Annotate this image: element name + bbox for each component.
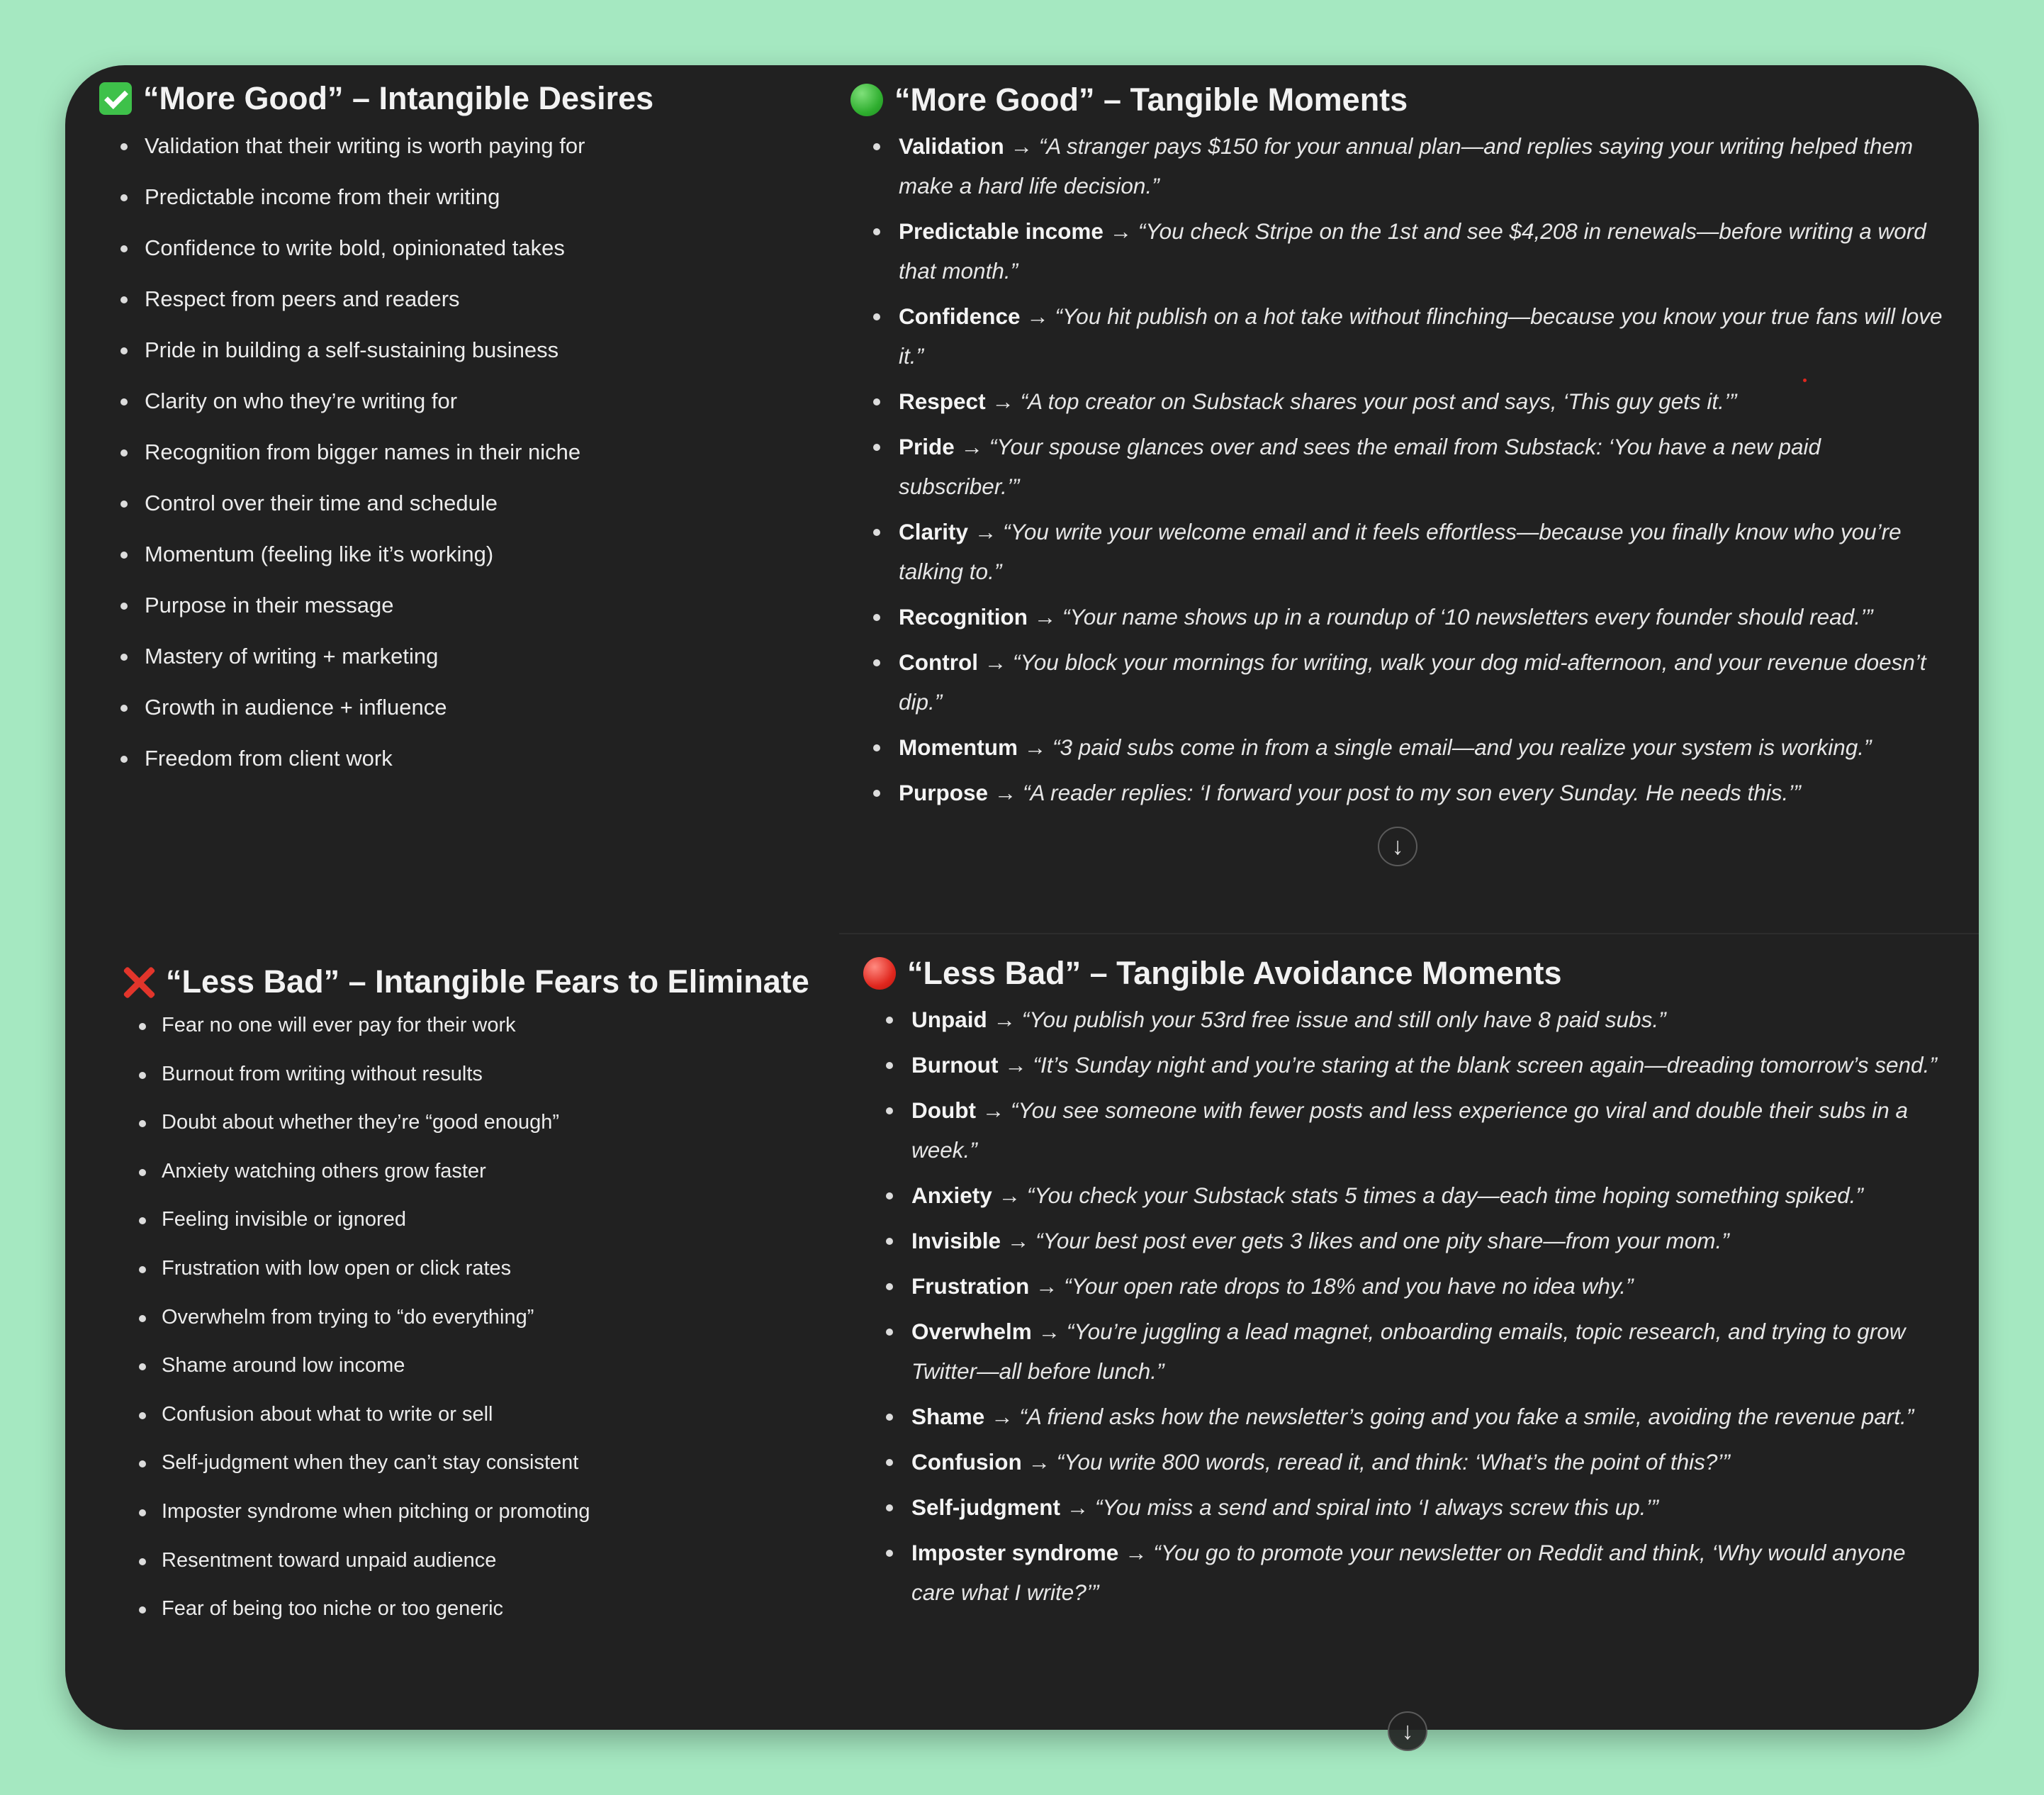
list-item: Pride in building a self-sustaining business [145, 336, 653, 364]
arrow-right-icon: → [998, 1182, 1021, 1208]
panel-more-good-tangible [850, 78, 1948, 824]
arrow-right-icon: → [960, 434, 984, 459]
item-quote: “Your open rate drops to 18% and you have no idea why.” [1064, 1273, 1634, 1299]
list-item [899, 381, 1948, 421]
item-label: Shame [911, 1404, 985, 1429]
list-item: Clarity on who they’re writing for [145, 387, 653, 415]
section-title-more-good-intangible [99, 77, 653, 121]
arrow-down-icon: ↓ [1401, 1718, 1414, 1745]
item-label: Predictable income [899, 218, 1104, 244]
panel-less-bad-tangible [863, 951, 1948, 1623]
list-item: Mastery of writing + marketing [145, 642, 653, 671]
list-item [911, 1000, 1948, 1039]
item-quote: “It’s Sunday night and you’re staring at the blank screen again—dreading tomorrow’s send.” [1033, 1052, 1937, 1078]
item-label: Clarity [899, 519, 969, 544]
section-title-text: “Less Bad” – Intangible Fears to Eliminate [166, 963, 809, 1000]
item-label: Pride [899, 434, 955, 459]
list-item: Shame around low income [162, 1353, 809, 1379]
item-quote: “You go to promote your newsletter on Reddit and think, ‘Why would anyone care what I write?’” [911, 1540, 1906, 1605]
list-item: Self-judgment when they can’t stay consistent [162, 1450, 809, 1476]
list-item [899, 512, 1948, 591]
list-item: Anxiety watching others grow faster [162, 1158, 809, 1185]
list-item: Momentum (feeling like it’s working) [145, 540, 653, 569]
arrow-right-icon: → [994, 780, 1017, 805]
list-item [899, 642, 1948, 722]
section-title-more-good-tangible [850, 78, 1948, 122]
intangible-desires-list [99, 132, 653, 773]
section-title-text: “More Good” – Intangible Desires [143, 80, 654, 116]
item-label: Confusion [911, 1449, 1022, 1475]
avoidance-moments-list [863, 1000, 1948, 1612]
list-item: Validation that their writing is worth paying for [145, 132, 653, 160]
arrow-right-icon: → [1038, 1319, 1061, 1344]
item-quote: “You write 800 words, reread it, and think: ‘What’s the point of this?’” [1056, 1449, 1730, 1475]
list-item [899, 773, 1948, 812]
item-quote: “3 paid subs come in from a single email—and you realize your system is working.” [1052, 734, 1872, 760]
item-quote: “You publish your 53rd free issue and still only have 8 paid subs.” [1021, 1007, 1666, 1032]
arrow-right-icon: → [984, 649, 1007, 675]
list-item [911, 1090, 1948, 1170]
list-item: Control over their time and schedule [145, 489, 653, 518]
list-item [911, 1221, 1948, 1260]
arrow-right-icon: → [1010, 133, 1033, 159]
arrow-right-icon: → [1035, 1273, 1058, 1299]
arrow-right-icon: → [993, 1007, 1016, 1032]
item-quote: “You check your Substack stats 5 times a day—each time hoping something spiked.” [1026, 1182, 1863, 1208]
item-label: Frustration [911, 1273, 1030, 1299]
panel-less-bad-intangible [122, 960, 809, 1645]
item-quote: “A stranger pays $150 for your annual plan—and replies saying your writing helped them make a hard life decision.” [899, 133, 1914, 198]
item-quote: “Your spouse glances over and sees the email from Substack: ‘You have a new paid subscriber.’” [899, 434, 1821, 499]
list-item: Fear no one will ever pay for their work [162, 1012, 809, 1039]
list-item: Doubt about whether they’re “good enough” [162, 1109, 809, 1136]
tangible-moments-list [850, 126, 1948, 812]
list-item: Resentment toward unpaid audience [162, 1548, 809, 1574]
arrow-right-icon: → [991, 1404, 1013, 1429]
arrow-right-icon: → [1033, 604, 1057, 630]
item-label: Momentum [899, 734, 1018, 760]
section-divider [839, 933, 1979, 934]
list-item: Fear of being too niche or too generic [162, 1596, 809, 1622]
item-label: Confidence [899, 303, 1021, 329]
red-circle-icon [863, 957, 896, 990]
list-item [911, 1045, 1948, 1085]
item-quote: “You block your mornings for writing, walk your dog mid-afternoon, and your revenue doesn’t dip.” [899, 649, 1926, 715]
arrow-right-icon: → [1004, 1052, 1027, 1078]
item-label: Respect [899, 388, 986, 414]
list-item [911, 1312, 1948, 1391]
item-label: Recognition [899, 604, 1028, 630]
item-label: Doubt [911, 1097, 976, 1123]
list-item: Predictable income from their writing [145, 183, 653, 211]
red-cross-icon [122, 966, 155, 998]
list-item: Confidence to write bold, opinionated takes [145, 234, 653, 262]
item-quote: “A top creator on Substack shares your post and says, ‘This guy gets it.’” [1020, 388, 1737, 414]
arrow-right-icon: → [1066, 1494, 1089, 1520]
list-item [911, 1397, 1948, 1436]
green-circle-icon [850, 84, 883, 116]
list-item: Imposter syndrome when pitching or promoting [162, 1499, 809, 1525]
list-item: Respect from peers and readers [145, 285, 653, 313]
item-quote: “You see someone with fewer posts and less experience go viral and double their subs in a week.” [911, 1097, 1908, 1163]
list-item [911, 1442, 1948, 1482]
list-item: Freedom from client work [145, 744, 653, 773]
list-item [911, 1533, 1948, 1612]
item-label: Unpaid [911, 1007, 987, 1032]
list-item [911, 1266, 1948, 1306]
arrow-right-icon: → [1125, 1540, 1147, 1565]
section-title-less-bad-tangible [863, 951, 1948, 995]
item-label: Purpose [899, 780, 989, 805]
item-quote: “You write your welcome email and it feels effortless—because you finally know who you’re talking to.” [899, 519, 1902, 584]
item-label: Imposter syndrome [911, 1540, 1119, 1565]
item-quote: “You hit publish on a hot take without flinching—because you know your true fans will love it.” [899, 303, 1943, 369]
item-quote: “A reader replies: ‘I forward your post to my son every Sunday. He needs this.’” [1023, 780, 1801, 805]
item-quote: “You check Stripe on the 1st and see $4,208 in renewals—before writing a word that month.” [899, 218, 1926, 284]
arrow-right-icon: → [1028, 1449, 1050, 1475]
item-label: Validation [899, 133, 1004, 159]
item-label: Self-judgment [911, 1494, 1060, 1520]
list-item: Growth in audience + influence [145, 693, 653, 722]
list-item: Frustration with low open or click rates [162, 1256, 809, 1282]
item-label: Anxiety [911, 1182, 992, 1208]
arrow-right-icon: → [1109, 218, 1133, 244]
item-label: Control [899, 649, 978, 675]
list-item [899, 427, 1948, 506]
item-quote: “Your best post ever gets 3 likes and one pity share—from your mom.” [1035, 1228, 1729, 1253]
arrow-right-icon: → [1026, 303, 1049, 329]
item-label: Invisible [911, 1228, 1001, 1253]
list-item [899, 296, 1948, 376]
list-item: Overwhelm from trying to “do everything” [162, 1304, 809, 1331]
list-item [911, 1487, 1948, 1527]
section-title-text: “Less Bad” – Tangible Avoidance Moments [907, 955, 1562, 991]
arrow-right-icon: → [992, 388, 1014, 414]
list-item: Burnout from writing without results [162, 1061, 809, 1087]
arrow-right-icon: → [1023, 734, 1047, 760]
item-quote: “You miss a send and spiral into ‘I always screw this up.’” [1095, 1494, 1658, 1520]
scroll-to-bottom-button[interactable] [1378, 827, 1417, 866]
arrow-right-icon: → [974, 519, 997, 544]
chat-window [65, 65, 1979, 1745]
item-quote: “A friend asks how the newsletter’s going and you fake a smile, avoiding the revenue part.” [1019, 1404, 1914, 1429]
item-quote: “You’re juggling a lead magnet, onboarding emails, topic research, and trying to grow Twitter—all before lunch.” [911, 1319, 1906, 1384]
list-item: Purpose in their message [145, 591, 653, 620]
item-label: Burnout [911, 1052, 999, 1078]
list-item [899, 126, 1948, 206]
section-title-less-bad-intangible [122, 960, 809, 1004]
item-label: Overwhelm [911, 1319, 1032, 1344]
panel-more-good-intangible [99, 77, 653, 795]
list-item: Confusion about what to write or sell [162, 1402, 809, 1428]
arrow-right-icon: → [982, 1097, 1005, 1123]
decorative-dot [1803, 379, 1807, 382]
section-title-text: “More Good” – Tangible Moments [894, 82, 1408, 118]
list-item [899, 211, 1948, 291]
list-item: Feeling invisible or ignored [162, 1207, 809, 1233]
list-item [899, 727, 1948, 767]
list-item [911, 1175, 1948, 1215]
list-item [899, 597, 1948, 637]
scroll-to-bottom-button[interactable] [1388, 1711, 1427, 1751]
check-box-icon [99, 82, 132, 115]
intangible-fears-list [122, 1012, 809, 1622]
item-quote: “Your name shows up in a roundup of ‘10 newsletters every founder should read.’” [1062, 604, 1873, 630]
list-item: Recognition from bigger names in their niche [145, 438, 653, 466]
arrow-down-icon: ↓ [1391, 833, 1404, 860]
arrow-right-icon: → [1006, 1228, 1030, 1253]
